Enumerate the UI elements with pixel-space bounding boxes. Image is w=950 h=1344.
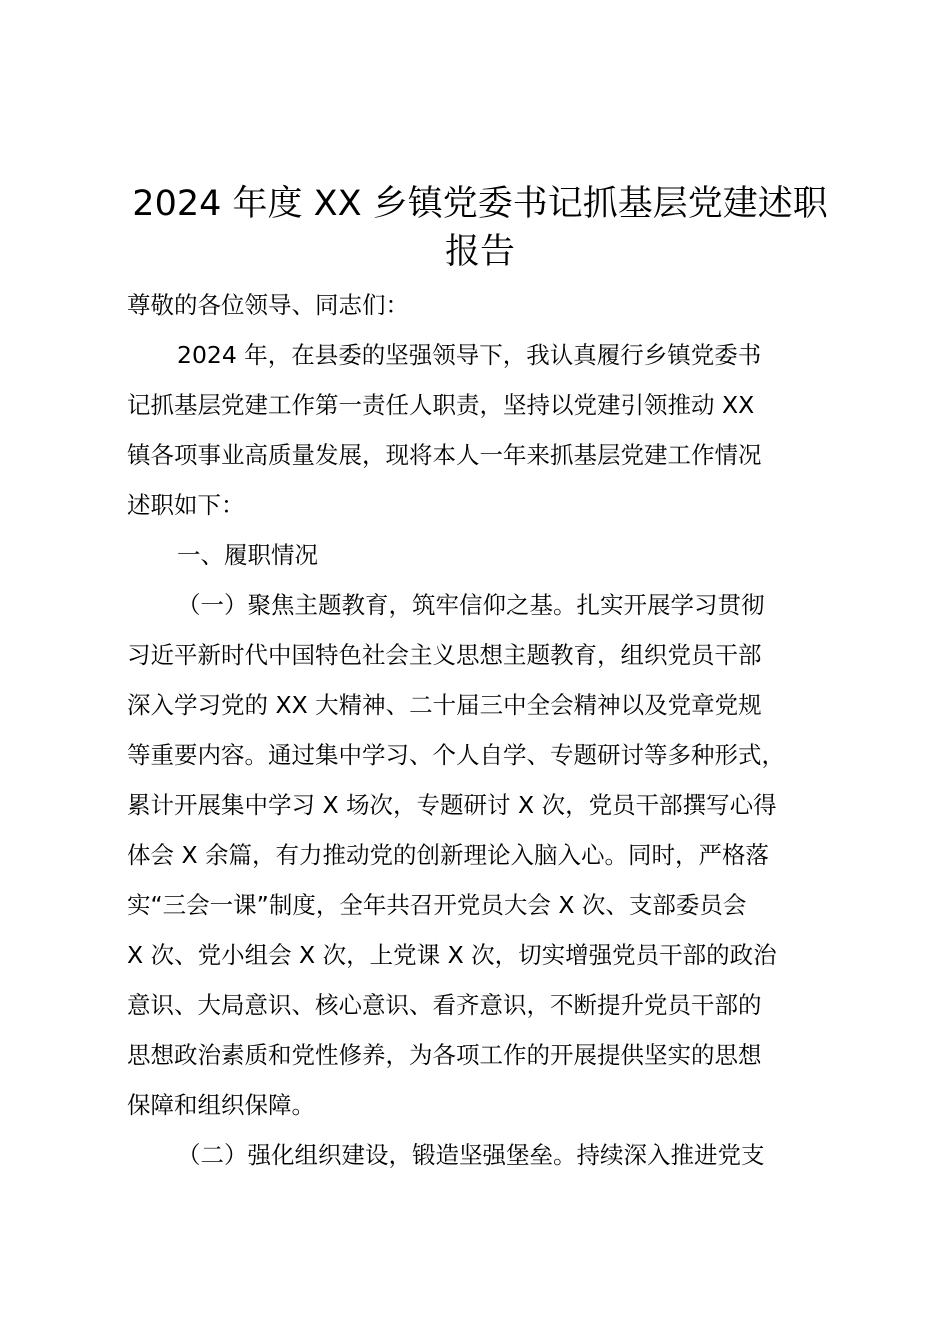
paragraph-line: 述职如下： — [127, 491, 245, 519]
paragraph-line: （二）强化组织建设，锻造坚强堡垒。持续深入推进党支 — [177, 1141, 765, 1169]
paragraph-line: 习近平新时代中国特色社会主义思想主题教育，组织党员干部 — [127, 641, 762, 669]
paragraph-line: （一）聚焦主题教育，筑牢信仰之基。扎实开展学习贯彻 — [177, 591, 765, 619]
paragraph-line: 2024 年，在县委的坚强领导下，我认真履行乡镇党委书 — [177, 341, 762, 369]
paragraph-line: 思想政治素质和党性修养，为各项工作的开展提供坚实的思想 — [127, 1041, 762, 1069]
document-title — [120, 180, 840, 276]
salutation: 尊敬的各位领导、同志们： — [127, 291, 409, 319]
title-line-1: 2024 年度 XX 乡镇党委书记抓基层党建述职 — [132, 184, 828, 224]
paragraph-line: 实“三会一课”制度，全年共召开党员大会 X 次、支部委员会 — [127, 891, 747, 919]
paragraph-line: 深入学习党的 XX 大精神、二十届三中全会精神以及党章党规 — [127, 691, 762, 719]
document-body — [127, 280, 862, 1180]
paragraph-line: 保障和组织保障。 — [127, 1091, 315, 1119]
title-line-2: 报告 — [444, 232, 515, 272]
paragraph-line: 等重要内容。通过集中学习、个人自学、专题研讨等多种形式， — [127, 741, 785, 769]
paragraph-line: 意识、大局意识、核心意识、看齐意识，不断提升党员干部的 — [127, 991, 762, 1019]
paragraph-line: X 次、党小组会 X 次，上党课 X 次，切实增强党员干部的政治 — [127, 941, 777, 969]
paragraph-line: 累计开展集中学习 X 场次，专题研讨 X 次，党员干部撰写心得 — [127, 791, 777, 819]
paragraph-line: 记抓基层党建工作第一责任人职责，坚持以党建引领推动 XX — [127, 391, 755, 419]
paragraph-line: 镇各项事业高质量发展，现将本人一年来抓基层党建工作情况 — [127, 441, 762, 469]
paragraph-line: 体会 X 余篇，有力推动党的创新理论入脑入心。同时，严格落 — [127, 841, 770, 869]
section-heading: 一、履职情况 — [177, 541, 318, 569]
